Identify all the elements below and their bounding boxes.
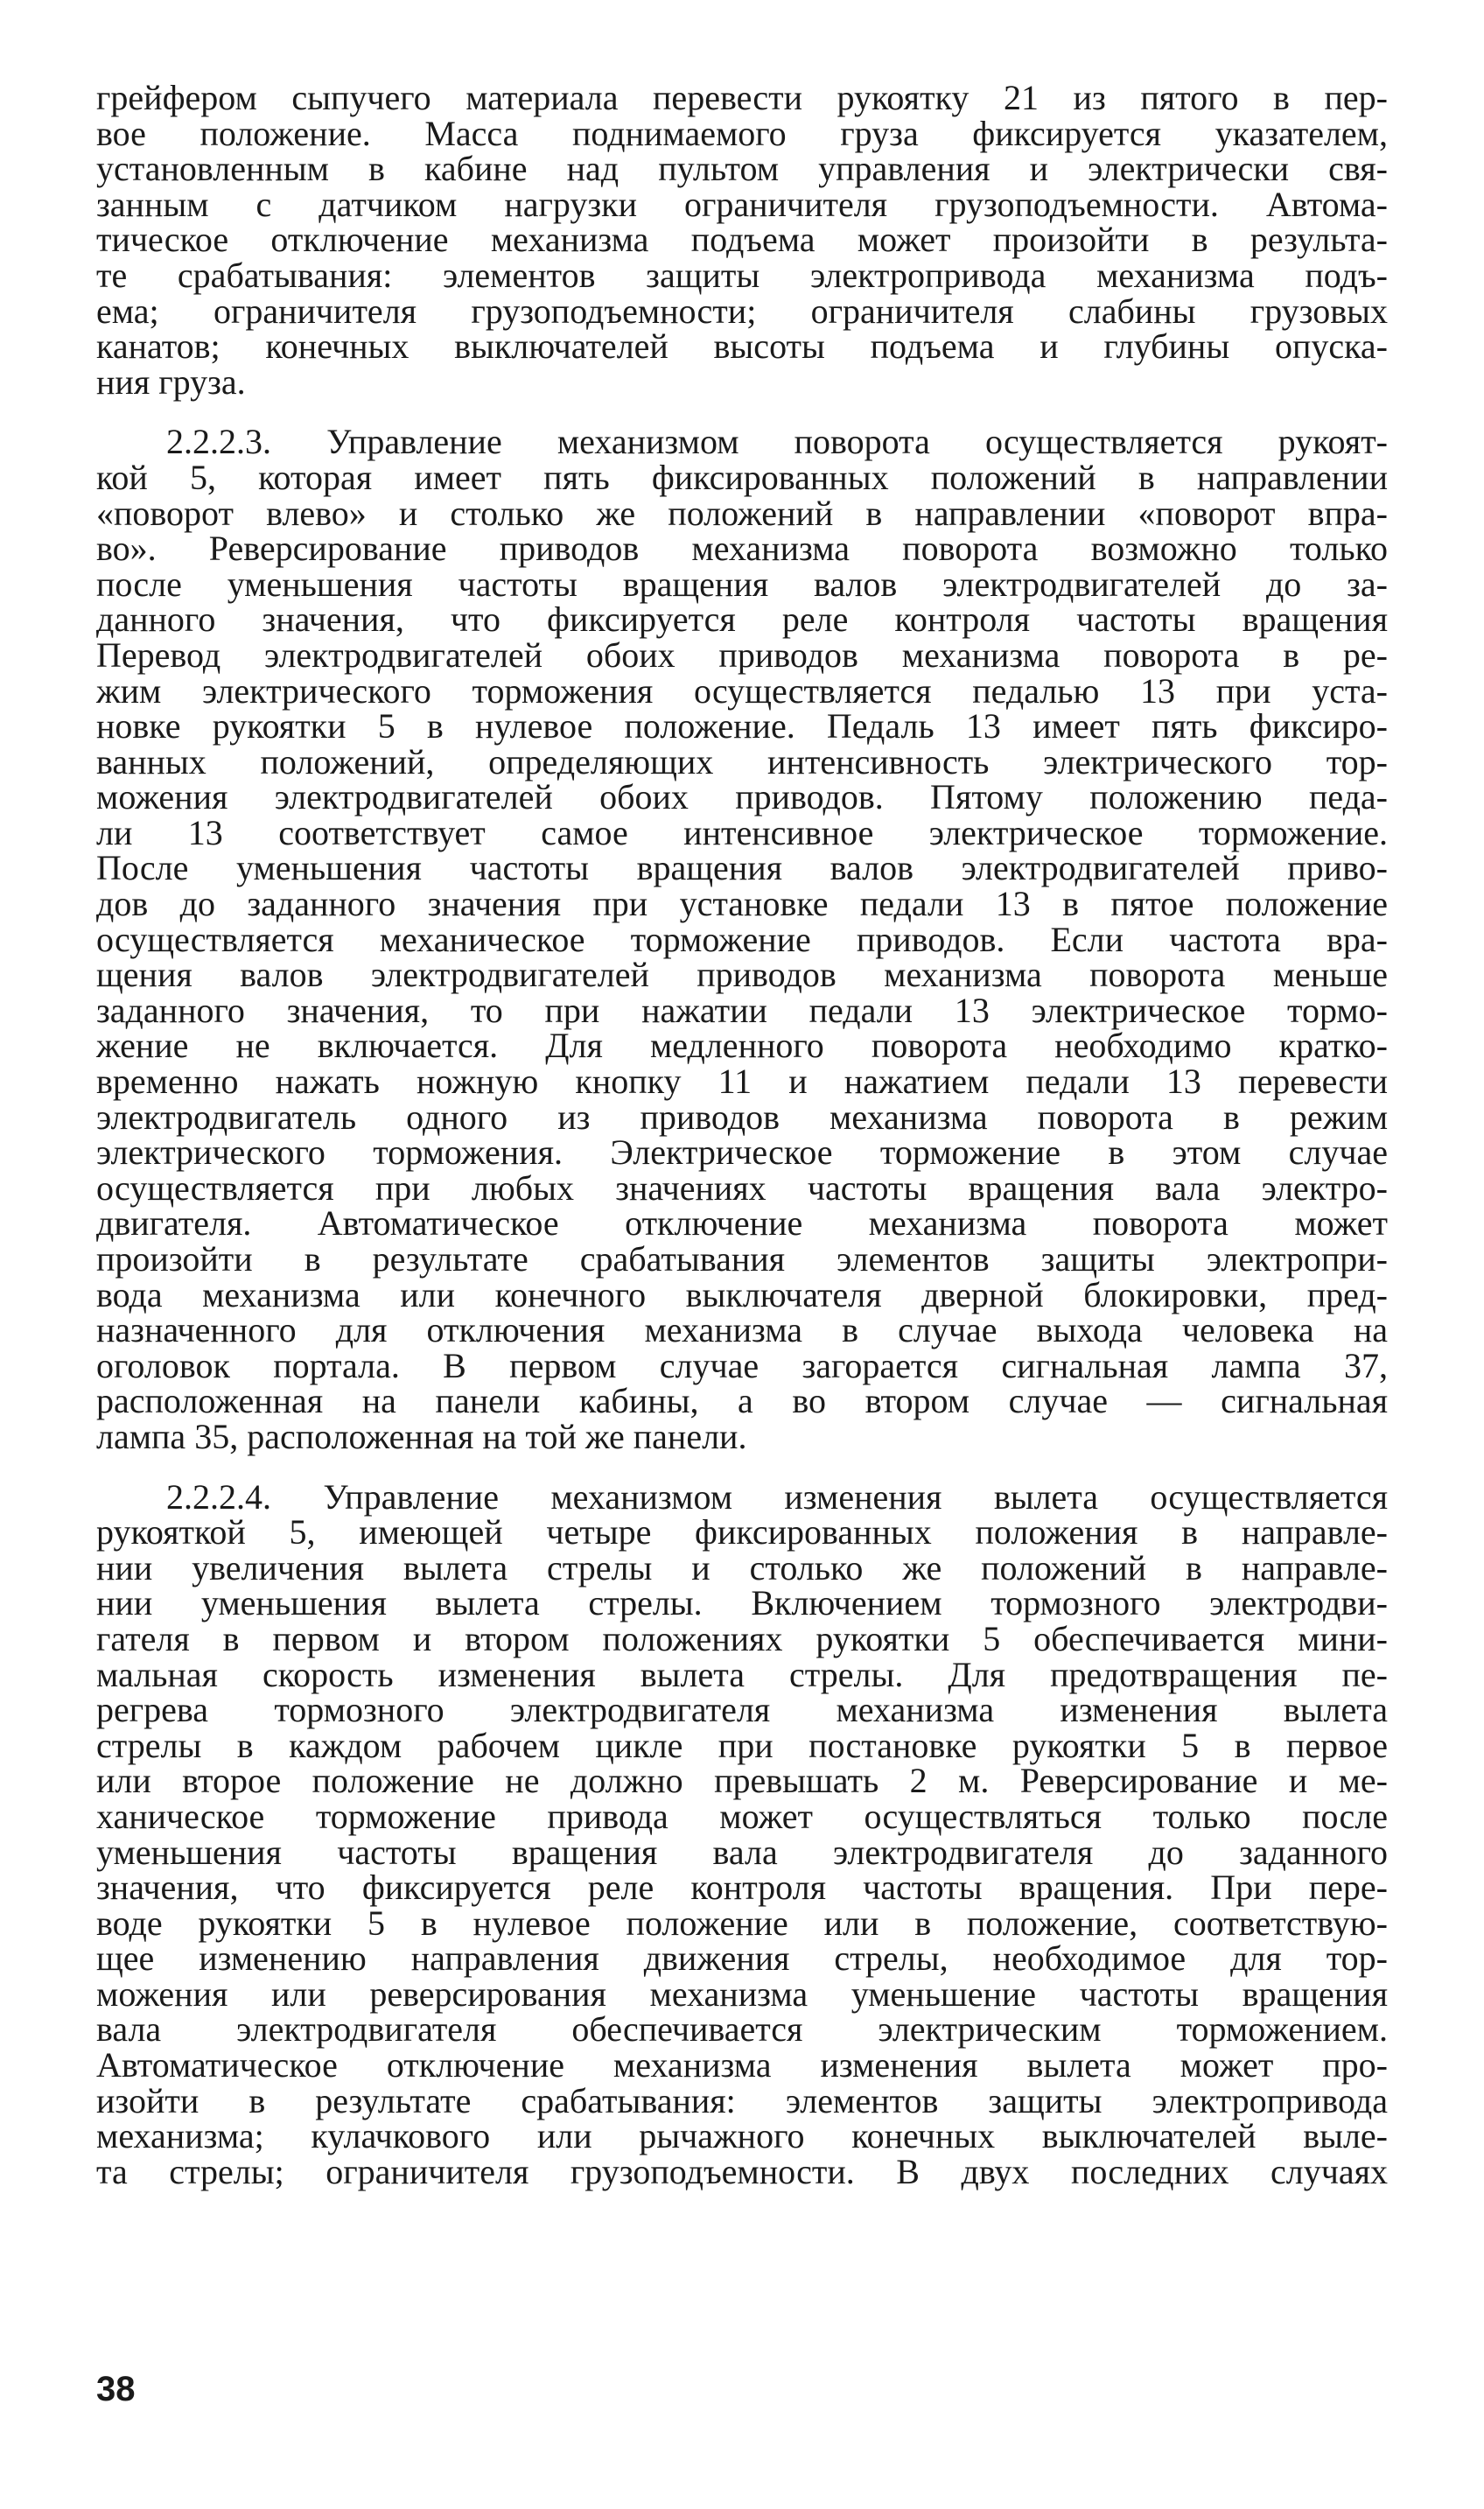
text-line: назначенного для отключения механизма в случае выхода человека на [96, 1310, 1388, 1350]
text-line: осуществляется механическое торможение приводов. Если частота вра- [96, 919, 1388, 959]
text-line: ема; ограничителя грузоподъемности; ограничителя слабины грузовых [96, 291, 1388, 331]
text-line: электродвигатель одного из приводов механизма поворота в режим [96, 1097, 1388, 1137]
text-line: 2.2.2.4. Управление механизмом изменения вылета осуществляется [166, 1476, 1388, 1517]
text-line: дов до заданного значения при установке педали 13 в пятое положение [96, 884, 1388, 924]
text-line: те срабатывания: элементов защиты электропривода механизма подъ- [96, 255, 1388, 295]
text-line: данного значения, что фиксируется реле контроля частоты вращения [96, 599, 1388, 640]
text-line: ния груза. [96, 361, 246, 402]
text-line: рукояткой 5, имеющей четыре фиксированных положения в направле- [96, 1512, 1388, 1552]
text-line: расположенная на панели кабины, а во втором случае — сигнальная [96, 1381, 1388, 1421]
text-line: или второе положение не должно превышать 2 м. Реверсирование и ме- [96, 1761, 1388, 1801]
text-line: щения валов электродвигателей приводов механизма поворота меньше [96, 955, 1388, 995]
text-line: нии уменьшения вылета стрелы. Включением тормозного электродви- [96, 1583, 1388, 1623]
text-line: после уменьшения частоты вращения валов электродвигателей до за- [96, 564, 1388, 604]
text-line: ванных положений, определяющих интенсивность электрического тор- [96, 741, 1388, 781]
text-line: новке рукоятки 5 в нулевое положение. Педаль 13 имеет пять фиксиро- [96, 706, 1388, 746]
text-line: жение не включается. Для медленного поворота необходимо кратко- [96, 1026, 1388, 1066]
text-line: значения, что фиксируется реле контроля частоты вращения. При пере- [96, 1868, 1388, 1908]
text-line: электрического торможения. Электрическое торможение в этом случае [96, 1132, 1388, 1173]
text-line: произойти в результате срабатывания элементов защиты электропри- [96, 1239, 1388, 1279]
text-line: вала электродвигателя обеспечивается электрическим торможением. [96, 2009, 1388, 2050]
text-line: 2.2.2.3. Управление механизмом поворота осуществляется рукоят- [166, 422, 1388, 462]
text-line: воде рукоятки 5 в нулевое положение или в положение, соответствую- [96, 1903, 1388, 1943]
text-line: канатов; конечных выключателей высоты подъема и глубины опуска- [96, 326, 1388, 367]
text-line: регрева тормозного электродвигателя механизма изменения вылета [96, 1690, 1388, 1730]
text-line: двигателя. Автоматическое отключение механизма поворота может [96, 1203, 1388, 1244]
text-line: щее изменению направления движения стрелы, необходимое для тор- [96, 1938, 1388, 1979]
text-line: установленным в кабине над пультом управления и электрически свя- [96, 149, 1388, 189]
page-number: 38 [96, 2370, 136, 2408]
text-line: оголовок портала. В первом случае загорается сигнальная лампа 37, [96, 1345, 1388, 1385]
text-line: вое положение. Масса поднимаемого груза фиксируется указателем, [96, 113, 1388, 153]
text-line: изойти в результате срабатывания: элементов защиты электропривода [96, 2080, 1388, 2120]
text-line: тическое отключение механизма подъема может произойти в результа- [96, 220, 1388, 260]
text-line: уменьшения частоты вращения вала электродвигателя до заданного [96, 1832, 1388, 1872]
text-line: вода механизма или конечного выключателя дверной блокировки, пред- [96, 1274, 1388, 1314]
text-line: «поворот влево» и столько же положений в направлении «поворот впра- [96, 493, 1388, 533]
text-line: грейфером сыпучего материала перевести рукоятку 21 из пятого в пер- [96, 78, 1388, 117]
text-line: во». Реверсирование приводов механизма поворота возможно только [96, 529, 1388, 569]
text-line: кой 5, которая имеет пять фиксированных положений в направлении [96, 457, 1388, 497]
text-line: жим электрического торможения осуществляется педалью 13 при уста- [96, 670, 1388, 711]
text-line: механизма; кулачкового или рычажного конечных выключателей выле- [96, 2116, 1388, 2156]
text-line: гателя в первом и втором положениях рукоятки 5 обеспечивается мини- [96, 1618, 1388, 1658]
text-line: осуществляется при любых значениях частоты вращения вала электро- [96, 1167, 1388, 1208]
text-line: временно нажать ножную кнопку 11 и нажатием педали 13 перевести [96, 1062, 1388, 1102]
text-line: заданного значения, то при нажатии педали 13 электрическое тормо- [96, 990, 1388, 1030]
text-line: После уменьшения частоты вращения валов электродвигателей приво- [96, 848, 1388, 888]
text-line: та стрелы; ограничителя грузоподъемности. В двух последних случаях [96, 2151, 1388, 2191]
paragraph-2-2-2-4-boom-reach [96, 1476, 1388, 2191]
text-line: можения электродвигателей обоих приводов. Пятому положению педа- [96, 777, 1388, 817]
text-line: можения или реверсирования механизма уменьшение частоты вращения [96, 1973, 1388, 2014]
paragraph-crane-lifting [96, 78, 1388, 402]
text-line: мальная скорость изменения вылета стрелы. Для предотвращения пе- [96, 1654, 1388, 1694]
text-line: ханическое торможение привода может осуществляться только после [96, 1796, 1388, 1836]
text-line: нии увеличения вылета стрелы и столько же положений в направле- [96, 1547, 1388, 1587]
text-line: Автоматическое отключение механизма изменения вылета может про- [96, 2045, 1388, 2085]
text-line: лампа 35, расположенная на той же панели. [96, 1416, 747, 1456]
text-line: ли 13 соответствует самое интенсивное электрическое торможение. [96, 812, 1388, 852]
text-line: Перевод электродвигателей обоих приводов механизма поворота в ре- [96, 634, 1388, 675]
text-line: занным с датчиком нагрузки ограничителя грузоподъемности. Автома- [96, 184, 1388, 224]
paragraph-2-2-2-3-rotation [96, 424, 1388, 1454]
document-page [96, 78, 1388, 2191]
text-line: стрелы в каждом рабочем цикле при постановке рукоятки 5 в первое [96, 1725, 1388, 1765]
